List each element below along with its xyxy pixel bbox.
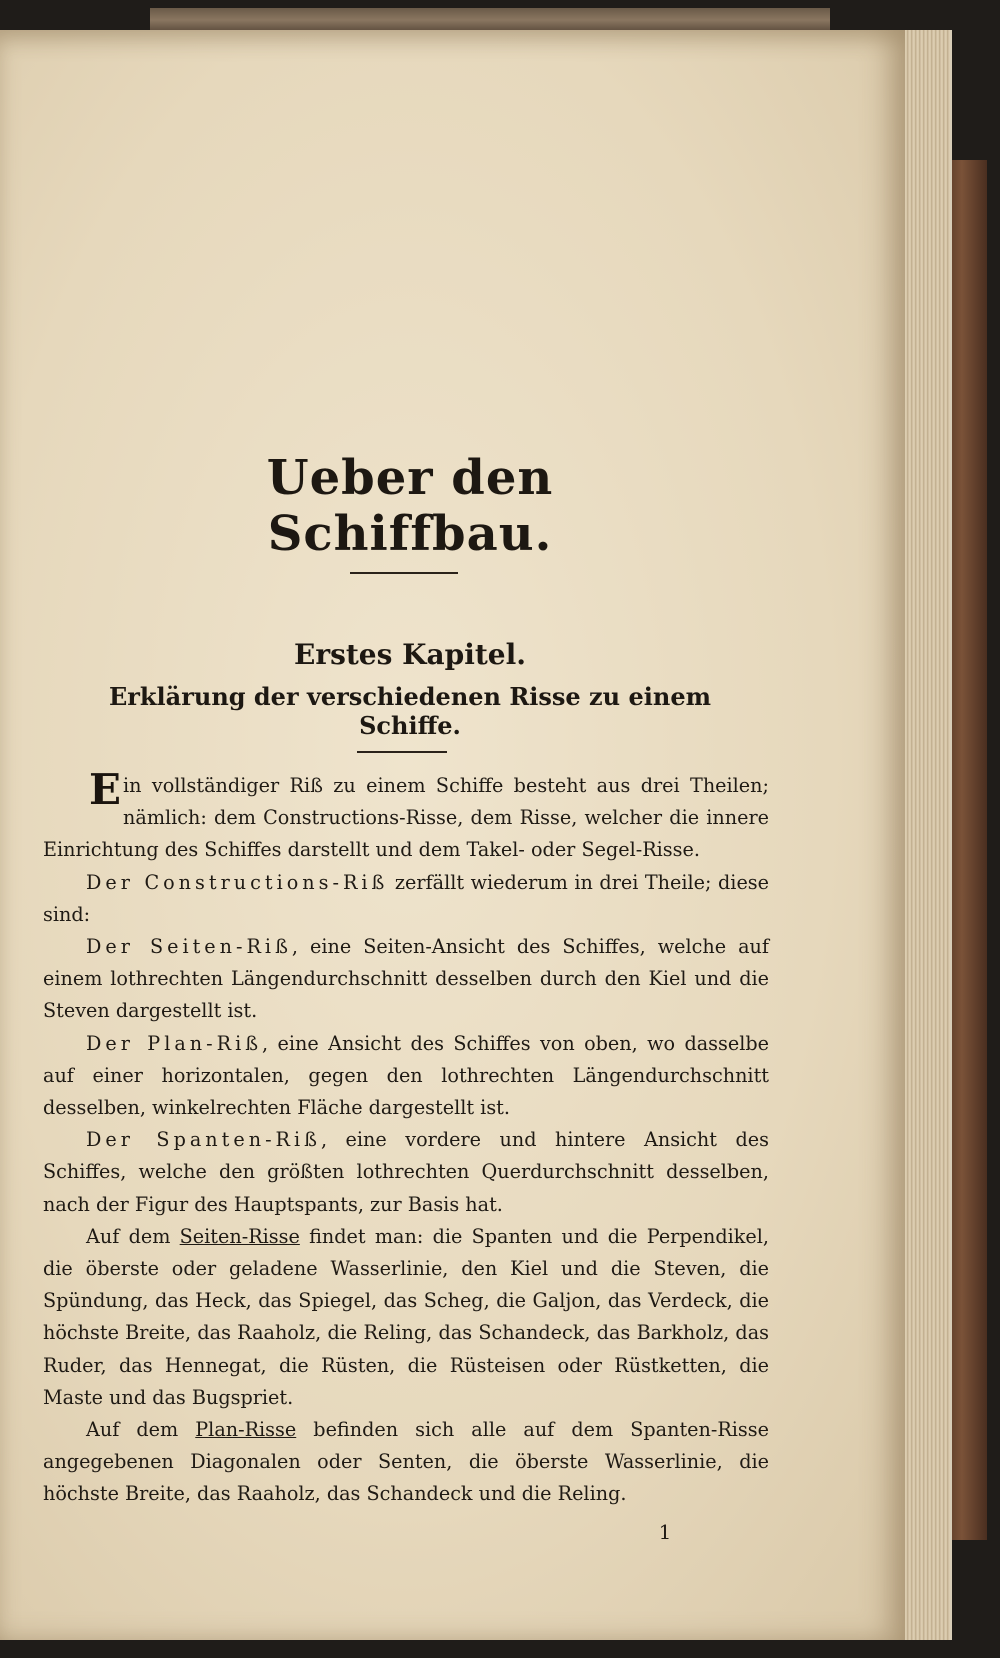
- drop-cap: E: [89, 765, 122, 814]
- paragraph-text: findet man: die Spanten und die Perpendikel, die öberste oder geladene Wasserlinie, den Kiel und die Steven, die Spündung, das Heck, das Spiegel, das Scheg, die Galjon, das Verdeck, die höchste Breite, das Raaholz, die Reling, das Schandeck, das Barkholz, das Ruder, das Hennegat, die Rüsten, die Rüsteisen oder Rüstketten, die Maste und das Bugspriet.: [43, 1224, 769, 1409]
- paragraph-prefix: Auf dem: [86, 1418, 196, 1442]
- book-binding-top: [150, 8, 830, 32]
- paragraph-text: in vollständiger Riß zu einem Schiffe besteht aus drei Theilen; nämlich: dem Constructions-Risse, dem Risse, welcher die innere Einrichtung des Schiffes darstellt und dem Takel- oder Segel-Risse.: [43, 774, 769, 862]
- paragraph-text: zerfällt wiederum in drei Theile; diese sind:: [43, 870, 769, 926]
- paragraph-text: , eine vordere und hintere Ansicht des Schiffes, welche den größten lothrechten Querdurchschnitt desselben, nach der Figur des Hauptspants, zur Basis hat.: [43, 1128, 769, 1216]
- term: Der Spanten-Riß: [86, 1128, 321, 1152]
- paragraph-2: [43, 867, 769, 931]
- term: Plan-Risse: [195, 1418, 297, 1442]
- paragraph-text: befinden sich alle auf dem Spanten-Risse angegebenen Diagonalen oder Senten, die öberste Wasserlinie, die höchste Breite, das Raaholz, das Schandeck und die Reling.: [43, 1418, 769, 1506]
- paragraph-7: [43, 1414, 769, 1511]
- paragraph-1: [43, 765, 769, 867]
- page-number: 1: [658, 1520, 672, 1544]
- paragraph-3: [43, 931, 769, 1028]
- term: Der Seiten-Riß: [86, 935, 292, 959]
- chapter-heading: Erstes Kapitel.: [294, 638, 526, 671]
- page-title: Ueber den Schiffbau.: [266, 450, 554, 562]
- term: Der Plan-Riß: [86, 1031, 263, 1055]
- book-page: [0, 30, 905, 1640]
- chapter-divider: [357, 751, 447, 753]
- chapter-subheading: Erklärung der verschiedenen Risse zu einem Schiffe.: [108, 682, 711, 740]
- paragraph-prefix: Auf dem: [86, 1224, 180, 1248]
- title-divider: [350, 572, 458, 574]
- term: Der Constructions-Riß: [86, 870, 389, 894]
- paragraph-6: [43, 1221, 769, 1414]
- paragraph-4: [43, 1028, 769, 1125]
- paragraph-text: , eine Ansicht des Schiffes von oben, wo dasselbe auf einer horizontalen, gegen den lothrechten Längendurchschnitt desselben, winkelrechten Fläche dargestellt ist.: [43, 1031, 769, 1120]
- term: Seiten-Risse: [179, 1224, 300, 1248]
- paragraph-text: , eine Seiten-Ansicht des Schiffes, welche auf einem lothrechten Längendurchschnitt desselben durch den Kiel und die Steven dargestellt ist.: [43, 935, 770, 1023]
- paragraph-5: [43, 1124, 769, 1221]
- body-text: [43, 765, 770, 1511]
